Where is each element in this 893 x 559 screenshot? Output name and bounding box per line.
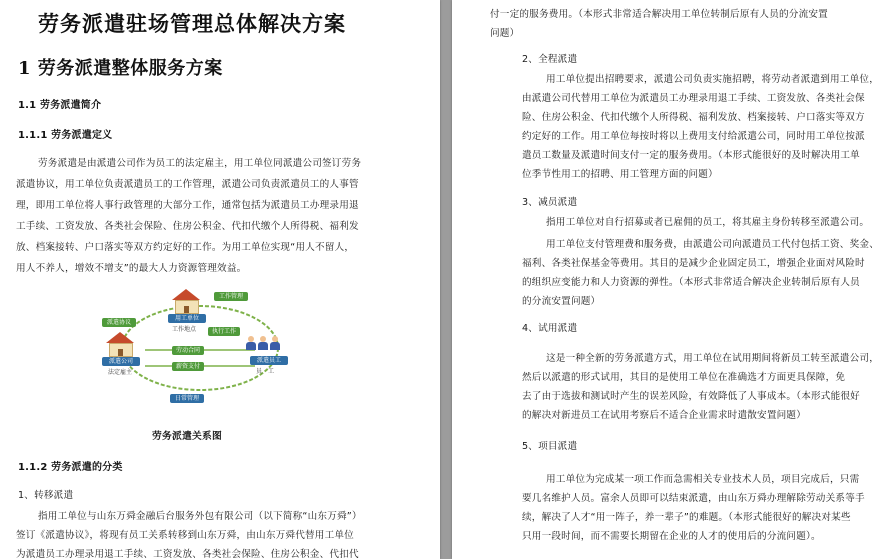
label-perform-work: 执行工作 (208, 327, 240, 336)
paragraph-line: 的解决对新进员工在试用考察后不适合企业需求时遣散安置问题） (522, 410, 807, 421)
staff-person-icon (246, 336, 256, 350)
paragraph-line: 的组织应变能力和人力资源的弹性。（本形式非常适合解决企业转制后原有人员 (522, 277, 860, 288)
paragraph-line: 的分流安置问题） (522, 296, 601, 307)
paragraph-line: 只用一段时间，而不需要长期留在企业的人才的使用后的分流问题）。 (522, 531, 821, 542)
heading-1-1: 1.1 劳务派遣简介 (18, 100, 102, 111)
paragraph-line: 放、档案接转、户口落实等双方约定好的工作。为用工单位实现“用人不留人， (16, 242, 355, 253)
paragraph-line: 理，即用工单位将人事行政管理的大部分工作，通常包括为派遣员工办理录用退 (16, 200, 359, 211)
document-page-left (0, 0, 440, 559)
label-staff-sub: 员 工 (256, 368, 275, 375)
label-labor-contract: 劳动合同 (172, 346, 204, 355)
paragraph-line: 为派遣员工办理录用退工手续、工资发放、各类社会保险、住房公积金、代扣代 (16, 549, 359, 559)
paragraph-line: 然后以派遣的形式试用，其目的是使用工单位在准确选才方面更具保障，免 (522, 372, 846, 383)
dispatch-relationship-diagram (100, 286, 300, 406)
paragraph-line: 劳务派遣是由派遣公司作为员工的法定雇主，用工单位同派遣公司签订劳务 (38, 158, 362, 169)
document-title: 劳务派遣驻场管理总体解决方案 (38, 11, 346, 36)
paragraph-line: 位季节性用工的招聘、用工管理方面的问题） (522, 169, 718, 180)
heading-1-1-2: 1.1.2 劳务派遣的分类 (18, 462, 123, 473)
label-salary-payment: 薪资支付 (172, 362, 204, 371)
employer-house-icon (172, 289, 200, 314)
label-work-management: 工作管理 (214, 292, 248, 301)
paragraph-line: 工手续、工资发放、各类社会保险、住房公积金、代扣代缴个人所得税、福利发 (16, 221, 359, 232)
paragraph-line: 福利、各类社保基金等费用。其目的是减少企业固定员工，增强企业面对风险时 (522, 258, 865, 269)
paragraph-line: 约定好的工作。用工单位每按时将以上费用支付给派遣公司，同时用工单位按派 (522, 131, 865, 142)
list-item-title: 2、全程派遣 (522, 54, 578, 65)
label-employer-unit: 用工单位 (168, 314, 206, 323)
list-item-title: 3、减员派遣 (522, 197, 578, 208)
paragraph-line: 签订《派遣协议》，将现有员工关系转移到山东万舜，由山东万舜代替用工单位 (16, 530, 354, 541)
heading-1-1-1: 1.1.1 劳务派遣定义 (18, 130, 113, 141)
paragraph-line: 用人不养人，增效不增支”的最大人力资源管理效益。 (16, 263, 247, 274)
paragraph-line: 险、住房公积金、代扣代缴个人所得税、福利发放、档案接转、户口落实等双方 (522, 112, 865, 123)
list-item-title: 4、试用派遣 (522, 323, 578, 334)
paragraph-line: 这是一种全新的劳务派遣方式，用工单位在试用期间将新员工转至派遣公司， (546, 353, 879, 364)
diagram-caption: 劳务派遣关系图 (152, 431, 222, 442)
paragraph-line: 指用工单位对自行招募或者已雇佣的员工，将其雇主身份转移至派遣公司。 (546, 217, 870, 228)
paragraph-line: 遣员工数量及派遣时间支付一定的服务费用。（本形式能很好的及时解决用工单 (522, 150, 860, 161)
paragraph-line: 付一定的服务费用。（本形式非常适合解决用工单位转制后原有人员的分流安置 (490, 9, 828, 20)
paragraph-line: 用工单位支付管理费和服务费，由派遣公司向派遣员工代付包括工资、奖金、 (546, 239, 879, 250)
document-page-right (452, 0, 893, 559)
paragraph-line: 用工单位为完成某一项工作而急需相关专业技术人员，项目完成后，只需 (546, 474, 860, 485)
label-dispatch-agreement: 派遣协议 (102, 318, 136, 327)
label-dispatched-staff: 派遣员工 (250, 356, 288, 365)
label-daily-management: 日常管理 (170, 394, 204, 403)
dispatch-company-house-icon (106, 332, 134, 357)
paragraph-line: 用工单位提出招聘要求，派遣公司负责实施招聘，将劳动者派遣到用工单位， (546, 74, 879, 85)
label-dispatch-company: 派遣公司 (102, 357, 140, 366)
paragraph-line: 由派遣公司代替用工单位为派遣员工办理录用退工手续、工资发放、各类社会保 (522, 93, 865, 104)
staff-person-icon (270, 336, 280, 350)
paragraph-line: 续，解决了人才“用一阵子，养一辈子”的难题。（本形式能很好的解决对某些 (522, 512, 851, 523)
heading-1: 1 劳务派遣整体服务方案 (18, 58, 223, 79)
paragraph-line: 去了由于选拔和测试时产生的误差风险，有效降低了人事成本。（本形式能很好 (522, 391, 860, 402)
label-employer-sub: 工作地点 (172, 326, 197, 333)
label-legal-employer: 法定雇主 (108, 369, 133, 376)
list-item-title: 1、转移派遣 (18, 490, 74, 501)
staff-person-icon (258, 336, 268, 350)
paragraph-line: 指用工单位与山东万舜金融后台服务外包有限公司（以下简称“山东万舜”） (38, 511, 362, 522)
paragraph-line: 问题） (490, 28, 520, 39)
list-item-title: 5、项目派遣 (522, 441, 578, 452)
paragraph-line: 派遣协议，用工单位负责派遣员工的工作管理，派遣公司负责派遣员工的人事管 (16, 179, 359, 190)
paragraph-line: 要几名维护人员。富余人员即可以结束派遣，由山东万舜办理解除劳动关系等手 (522, 493, 865, 504)
